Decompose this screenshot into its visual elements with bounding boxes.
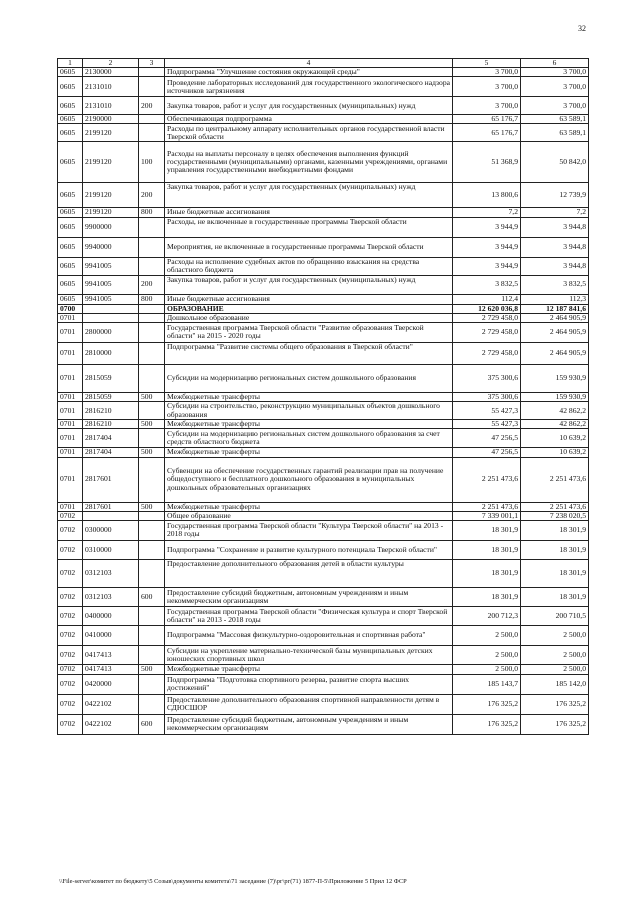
section-code-cell: 0605: [58, 183, 83, 208]
amount-executed-cell: 185 142,0: [521, 674, 589, 694]
amount-executed-cell: 3 700,0: [521, 97, 589, 115]
amount-executed-cell: 12 187 841,6: [521, 304, 589, 313]
section-code-cell: 0701: [58, 448, 83, 457]
table-row: [58, 364, 589, 392]
table-row: [58, 77, 589, 97]
table-row: [58, 511, 589, 520]
expense-type-cell: [139, 625, 165, 645]
amount-executed-cell: 2 251 473,6: [521, 502, 589, 511]
target-article-cell: 0417413: [83, 664, 139, 674]
item-name-cell: Предоставление дополнительного образования детей в области культуры: [165, 559, 453, 587]
amount-cell: 375 300,6: [453, 392, 521, 401]
expense-type-cell: [139, 511, 165, 520]
amount-executed-cell: 2 500,0: [521, 645, 589, 664]
expense-type-cell: 200: [139, 275, 165, 294]
item-name-cell: Подпрограмма "Сохранение и развитие культурного потенциала Тверской области": [165, 540, 453, 559]
item-name-cell: Иные бюджетные ассигнования: [165, 208, 453, 217]
item-name-cell: Подпрограмма "Подготовка спортивного резерва, развитие спорта высших достижений": [165, 674, 453, 694]
table-row: [58, 68, 589, 77]
table-row: [58, 313, 589, 322]
expense-type-cell: [139, 217, 165, 237]
amount-executed-cell: 63 589,1: [521, 115, 589, 124]
expense-type-cell: [139, 674, 165, 694]
item-name-cell: Подпрограмма "Улучшение состояния окружающей среды": [165, 68, 453, 77]
column-header: 1: [58, 59, 83, 68]
section-code-cell: 0702: [58, 714, 83, 734]
expense-type-cell: [139, 304, 165, 313]
amount-executed-cell: 159 930,9: [521, 364, 589, 392]
amount-executed-cell: 3 944,8: [521, 257, 589, 275]
amount-cell: 375 300,6: [453, 364, 521, 392]
target-article-cell: 9941005: [83, 275, 139, 294]
amount-cell: 3 700,0: [453, 97, 521, 115]
target-article-cell: 0422102: [83, 714, 139, 734]
expense-type-cell: 500: [139, 392, 165, 401]
item-name-cell: Обеспечивающая подпрограмма: [165, 115, 453, 124]
target-article-cell: [83, 511, 139, 520]
table-row: [58, 448, 589, 457]
section-code-cell: 0605: [58, 97, 83, 115]
target-article-cell: 0420000: [83, 674, 139, 694]
budget-table: [57, 58, 589, 735]
section-code-cell: 0701: [58, 313, 83, 322]
expense-type-cell: 200: [139, 183, 165, 208]
section-code-cell: 0702: [58, 587, 83, 606]
item-name-cell: Государственная программа Тверской области "Развитие образования Тверской области" на 2015 - 2020 годы: [165, 322, 453, 342]
amount-executed-cell: 18 301,9: [521, 559, 589, 587]
expense-type-cell: [139, 257, 165, 275]
section-code-cell: 0701: [58, 420, 83, 429]
table-row: [58, 625, 589, 645]
amount-executed-cell: 2 500,0: [521, 664, 589, 674]
table-row: [58, 217, 589, 237]
section-code-cell: 0702: [58, 645, 83, 664]
section-code-cell: 0605: [58, 294, 83, 304]
table-row: [58, 115, 589, 124]
table-row: [58, 520, 589, 540]
item-name-cell: Закупка товаров, работ и услуг для государственных (муниципальных) нужд: [165, 183, 453, 208]
target-article-cell: 2817601: [83, 457, 139, 502]
amount-cell: 3 944,9: [453, 237, 521, 257]
amount-executed-cell: 18 301,9: [521, 540, 589, 559]
table-row: [58, 502, 589, 511]
amount-cell: 2 729 458,0: [453, 342, 521, 364]
item-name-cell: Субсидии на укрепление материально-технической базы муниципальных детских юношеских спортивных школ: [165, 645, 453, 664]
expense-type-cell: 500: [139, 664, 165, 674]
expense-type-cell: [139, 402, 165, 420]
amount-cell: 55 427,3: [453, 420, 521, 429]
section-code-cell: 0605: [58, 257, 83, 275]
item-name-cell: Субвенции на обеспечение государственных гарантий реализации прав на получение общедоступного и бесплатного дошкольного образования в муниципальных дошкольных образовательных организациях: [165, 457, 453, 502]
section-code-cell: 0605: [58, 77, 83, 97]
item-name-cell: Дошкольное образование: [165, 313, 453, 322]
expense-type-cell: 600: [139, 587, 165, 606]
expense-type-cell: [139, 124, 165, 142]
section-code-cell: 0701: [58, 392, 83, 401]
item-name-cell: Межбюджетные трансферты: [165, 392, 453, 401]
section-code-cell: 0702: [58, 664, 83, 674]
target-article-cell: 2199120: [83, 142, 139, 183]
table-row: [58, 275, 589, 294]
amount-cell: 47 256,5: [453, 429, 521, 448]
expense-type-cell: 800: [139, 294, 165, 304]
expense-type-cell: [139, 237, 165, 257]
table-row: [58, 694, 589, 714]
amount-executed-cell: 63 589,1: [521, 124, 589, 142]
amount-cell: 12 620 036,8: [453, 304, 521, 313]
item-name-cell: Межбюджетные трансферты: [165, 448, 453, 457]
expense-type-cell: [139, 559, 165, 587]
table-row: [58, 674, 589, 694]
item-name-cell: Расходы на выплаты персоналу в целях обеспечения выполнения функций государственными (муниципальными) органами, казенными учреждениями, органами управления государственными внебюджетными фондами: [165, 142, 453, 183]
amount-cell: 47 256,5: [453, 448, 521, 457]
amount-cell: 65 176,7: [453, 115, 521, 124]
expense-type-cell: 800: [139, 208, 165, 217]
item-name-cell: Подпрограмма "Развитие системы общего образования в Тверской области": [165, 342, 453, 364]
section-code-cell: 0702: [58, 559, 83, 587]
expense-type-cell: 200: [139, 97, 165, 115]
expense-type-cell: [139, 68, 165, 77]
target-article-cell: 0300000: [83, 520, 139, 540]
amount-cell: 2 729 458,0: [453, 313, 521, 322]
target-article-cell: 2810000: [83, 342, 139, 364]
item-name-cell: Межбюджетные трансферты: [165, 664, 453, 674]
table-row: [58, 645, 589, 664]
table-row: [58, 142, 589, 183]
table-header-row: [58, 59, 589, 68]
amount-executed-cell: 2 464 905,9: [521, 322, 589, 342]
amount-cell: 2 500,0: [453, 625, 521, 645]
amount-executed-cell: 12 739,9: [521, 183, 589, 208]
expense-type-cell: [139, 364, 165, 392]
item-name-cell: Проведение лабораторных исследований для государственного экологического надзора источников загрязнения: [165, 77, 453, 97]
expense-type-cell: [139, 520, 165, 540]
amount-cell: 18 301,9: [453, 559, 521, 587]
amount-cell: 2 500,0: [453, 664, 521, 674]
table-row: [58, 559, 589, 587]
section-code-cell: 0701: [58, 502, 83, 511]
amount-cell: 51 368,9: [453, 142, 521, 183]
amount-cell: 65 176,7: [453, 124, 521, 142]
amount-cell: 18 301,9: [453, 520, 521, 540]
expense-type-cell: [139, 77, 165, 97]
amount-cell: 185 143,7: [453, 674, 521, 694]
target-article-cell: 0422102: [83, 694, 139, 714]
item-name-cell: Государственная программа Тверской области "Культура Тверской области" на 2013 - 2018 годы: [165, 520, 453, 540]
expense-type-cell: [139, 606, 165, 625]
item-name-cell: Иные бюджетные ассигнования: [165, 294, 453, 304]
expense-type-cell: [139, 429, 165, 448]
table-row: [58, 392, 589, 401]
target-article-cell: [83, 304, 139, 313]
table-row: [58, 97, 589, 115]
amount-executed-cell: 176 325,2: [521, 714, 589, 734]
table-row: [58, 420, 589, 429]
section-code-cell: 0605: [58, 124, 83, 142]
section-code-cell: 0605: [58, 142, 83, 183]
page-number: 32: [578, 24, 586, 33]
target-article-cell: 0312103: [83, 587, 139, 606]
section-code-cell: 0701: [58, 342, 83, 364]
amount-executed-cell: 3 944,8: [521, 237, 589, 257]
item-name-cell: Расходы, не включенные в государственные программы Тверской области: [165, 217, 453, 237]
amount-cell: 2 251 473,6: [453, 502, 521, 511]
table-row: [58, 124, 589, 142]
section-code-cell: 0605: [58, 237, 83, 257]
section-code-cell: 0701: [58, 364, 83, 392]
table-row: [58, 304, 589, 313]
target-article-cell: 2199120: [83, 208, 139, 217]
section-code-cell: 0702: [58, 606, 83, 625]
target-article-cell: 2817404: [83, 448, 139, 457]
amount-executed-cell: 50 842,0: [521, 142, 589, 183]
table-row: [58, 294, 589, 304]
section-code-cell: 0701: [58, 457, 83, 502]
amount-cell: 13 800,6: [453, 183, 521, 208]
item-name-cell: Государственная программа Тверской области "Физическая культура и спорт Тверской области" на 2013 - 2018 годы: [165, 606, 453, 625]
section-code-cell: 0605: [58, 217, 83, 237]
column-header: 2: [83, 59, 139, 68]
file-path-footer: \\File-server\комитет по бюджету\5 Созыв\документы комитета\71 заседание (7)\рг\рг(71) 1877-П-5\Приложение 5 Прил 12 ФСР: [59, 878, 407, 885]
column-header: 4: [165, 59, 453, 68]
item-name-cell: Межбюджетные трансферты: [165, 502, 453, 511]
target-article-cell: 0417413: [83, 645, 139, 664]
amount-executed-cell: 2 500,0: [521, 625, 589, 645]
amount-executed-cell: 7,2: [521, 208, 589, 217]
amount-cell: 112,4: [453, 294, 521, 304]
expense-type-cell: [139, 540, 165, 559]
section-code-cell: 0702: [58, 694, 83, 714]
target-article-cell: 2815059: [83, 364, 139, 392]
target-article-cell: 9900000: [83, 217, 139, 237]
amount-cell: 55 427,3: [453, 402, 521, 420]
table-row: [58, 664, 589, 674]
table-row: [58, 183, 589, 208]
item-name-cell: Закупка товаров, работ и услуг для государственных (муниципальных) нужд: [165, 275, 453, 294]
section-code-cell: 0700: [58, 304, 83, 313]
amount-executed-cell: 112,3: [521, 294, 589, 304]
amount-cell: 3 944,9: [453, 257, 521, 275]
column-header: 5: [453, 59, 521, 68]
column-header: 3: [139, 59, 165, 68]
expense-type-cell: [139, 342, 165, 364]
target-article-cell: 2131010: [83, 97, 139, 115]
amount-cell: 2 729 458,0: [453, 322, 521, 342]
amount-cell: 2 500,0: [453, 645, 521, 664]
target-article-cell: 2130000: [83, 68, 139, 77]
amount-executed-cell: 10 639,2: [521, 448, 589, 457]
section-code-cell: 0605: [58, 275, 83, 294]
target-article-cell: 0310000: [83, 540, 139, 559]
amount-cell: 176 325,2: [453, 714, 521, 734]
item-name-cell: Закупка товаров, работ и услуг для государственных (муниципальных) нужд: [165, 97, 453, 115]
amount-cell: 7,2: [453, 208, 521, 217]
target-article-cell: 2190000: [83, 115, 139, 124]
table-row: [58, 606, 589, 625]
item-name-cell: ОБРАЗОВАНИЕ: [165, 304, 453, 313]
amount-cell: 3 832,5: [453, 275, 521, 294]
amount-cell: 3 700,0: [453, 77, 521, 97]
amount-cell: 2 251 473,6: [453, 457, 521, 502]
amount-executed-cell: 42 862,2: [521, 402, 589, 420]
target-article-cell: 2199120: [83, 183, 139, 208]
amount-executed-cell: 3 700,0: [521, 68, 589, 77]
target-article-cell: 9941005: [83, 257, 139, 275]
target-article-cell: 0312103: [83, 559, 139, 587]
item-name-cell: Предоставление субсидий бюджетным, автономным учреждениям и иным некоммерческим организациям: [165, 714, 453, 734]
expense-type-cell: [139, 457, 165, 502]
amount-cell: 7 339 001,1: [453, 511, 521, 520]
item-name-cell: Субсидии на строительство, реконструкцию муниципальных объектов дошкольного образования: [165, 402, 453, 420]
expense-type-cell: [139, 645, 165, 664]
table-row: [58, 208, 589, 217]
table-row: [58, 402, 589, 420]
amount-executed-cell: 159 930,9: [521, 392, 589, 401]
target-article-cell: 2800000: [83, 322, 139, 342]
amount-cell: 3 700,0: [453, 68, 521, 77]
item-name-cell: Общее образование: [165, 511, 453, 520]
expense-type-cell: 600: [139, 714, 165, 734]
item-name-cell: Расходы по центральному аппарату исполнительных органов государственной власти Тверской области: [165, 124, 453, 142]
item-name-cell: Предоставление субсидий бюджетным, автономным учреждениям и иным некоммерческим организациям: [165, 587, 453, 606]
item-name-cell: Предоставление дополнительного образования спортивной направленности детям в СДЮСШОР: [165, 694, 453, 714]
table-row: [58, 714, 589, 734]
target-article-cell: 2815059: [83, 392, 139, 401]
amount-executed-cell: 200 710,5: [521, 606, 589, 625]
table-row: [58, 429, 589, 448]
target-article-cell: 2817601: [83, 502, 139, 511]
expense-type-cell: [139, 322, 165, 342]
section-code-cell: 0702: [58, 540, 83, 559]
target-article-cell: 2817404: [83, 429, 139, 448]
expense-type-cell: [139, 694, 165, 714]
amount-cell: 18 301,9: [453, 540, 521, 559]
amount-executed-cell: 42 862,2: [521, 420, 589, 429]
table-row: [58, 540, 589, 559]
target-article-cell: 0400000: [83, 606, 139, 625]
item-name-cell: Субсидии на модернизацию региональных систем дошкольного образования за счет средств областного бюджета: [165, 429, 453, 448]
column-header: 6: [521, 59, 589, 68]
amount-executed-cell: 7 238 020,5: [521, 511, 589, 520]
item-name-cell: Субсидии на модернизацию региональных систем дошкольного образования: [165, 364, 453, 392]
item-name-cell: Мероприятия, не включенные в государственные программы Тверской области: [165, 237, 453, 257]
expense-type-cell: 500: [139, 420, 165, 429]
target-article-cell: 0410000: [83, 625, 139, 645]
target-article-cell: 9941005: [83, 294, 139, 304]
section-code-cell: 0702: [58, 674, 83, 694]
section-code-cell: 0701: [58, 322, 83, 342]
amount-executed-cell: 3 944,8: [521, 217, 589, 237]
expense-type-cell: [139, 115, 165, 124]
item-name-cell: Расходы на исполнение судебных актов по обращению взыскания на средства областного бюджета: [165, 257, 453, 275]
section-code-cell: 0605: [58, 208, 83, 217]
section-code-cell: 0701: [58, 402, 83, 420]
table-row: [58, 322, 589, 342]
amount-executed-cell: 3 832,5: [521, 275, 589, 294]
section-code-cell: 0701: [58, 429, 83, 448]
expense-type-cell: 100: [139, 142, 165, 183]
section-code-cell: 0702: [58, 520, 83, 540]
amount-executed-cell: 2 464 905,9: [521, 342, 589, 364]
target-article-cell: 2131010: [83, 77, 139, 97]
amount-executed-cell: 18 301,9: [521, 587, 589, 606]
table-row: [58, 457, 589, 502]
table-row: [58, 587, 589, 606]
table-row: [58, 237, 589, 257]
section-code-cell: 0605: [58, 68, 83, 77]
section-code-cell: 0702: [58, 511, 83, 520]
item-name-cell: Подпрограмма "Массовая физкультурно-оздоровительная и спортивная работа": [165, 625, 453, 645]
amount-cell: 3 944,9: [453, 217, 521, 237]
target-article-cell: 2816210: [83, 420, 139, 429]
section-code-cell: 0702: [58, 625, 83, 645]
target-article-cell: 9940000: [83, 237, 139, 257]
amount-executed-cell: 2 251 473,6: [521, 457, 589, 502]
target-article-cell: 2816210: [83, 402, 139, 420]
amount-executed-cell: 18 301,9: [521, 520, 589, 540]
target-article-cell: [83, 313, 139, 322]
item-name-cell: Межбюджетные трансферты: [165, 420, 453, 429]
expense-type-cell: [139, 313, 165, 322]
expense-type-cell: 500: [139, 448, 165, 457]
section-code-cell: 0605: [58, 115, 83, 124]
amount-executed-cell: 3 700,0: [521, 77, 589, 97]
table-row: [58, 342, 589, 364]
target-article-cell: 2199120: [83, 124, 139, 142]
amount-executed-cell: 10 639,2: [521, 429, 589, 448]
table-row: [58, 257, 589, 275]
amount-executed-cell: 176 325,2: [521, 694, 589, 714]
amount-cell: 200 712,3: [453, 606, 521, 625]
amount-executed-cell: 2 464 905,9: [521, 313, 589, 322]
expense-type-cell: 500: [139, 502, 165, 511]
amount-cell: 176 325,2: [453, 694, 521, 714]
amount-cell: 18 301,9: [453, 587, 521, 606]
